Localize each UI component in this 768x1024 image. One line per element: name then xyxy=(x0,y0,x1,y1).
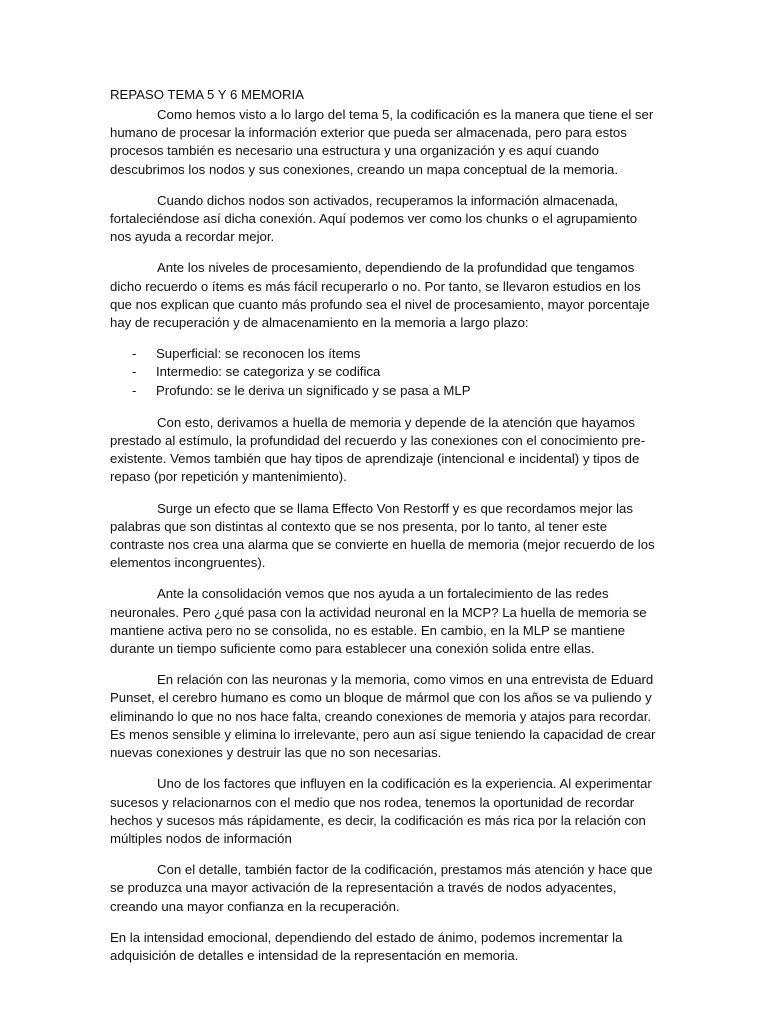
bullet-dash: - xyxy=(132,382,137,398)
bullet-dash: - xyxy=(132,346,137,362)
list-item xyxy=(110,345,658,363)
list-item xyxy=(110,363,658,381)
paragraph-6: Ante la consolidación vemos que nos ayuda a un fortalecimiento de las redes neuronales. Pero ¿qué pasa con la actividad neuronal en la MCP? La huella de memoria se mantiene activa pero no se consolida, no es estable. En cambio, en la MLP se mantiene durante un tiempo suficiente como para establecer una conexión solida entre ellas. xyxy=(110,586,647,657)
document-title: REPASO TEMA 5 Y 6 MEMORIA xyxy=(110,87,304,102)
paragraph-4: Con esto, derivamos a huella de memoria y depende de la atención que hayamos prestado al estímulo, la profundidad del recuerdo y las conexiones con el conocimiento pre-existente. Vemos también que hay tipos de aprendizaje (intencional e incidental) y tipos de repaso (por repetición y mantenimiento). xyxy=(110,414,646,485)
list-item xyxy=(110,382,658,400)
paragraph-9: Con el detalle, también factor de la codificación, prestamos más atención y hace que se produzca una mayor activación de la representación a través de nodos adyacentes, creando una mayor confianza en la recuperación. xyxy=(110,862,653,914)
paragraph-10: En la intensidad emocional, dependiendo del estado de ánimo, podemos incrementar la adquisición de detalles e intensidad de la representación en memoria. xyxy=(110,929,623,963)
list-item-text: Superficial: se reconocen los ítems xyxy=(156,346,361,362)
paragraph-5: Surge un efecto que se llama Effecto Von Restorff y es que recordamos mejor las palabras que son distintas al contexto que se nos presenta, por lo tanto, al tener este contraste nos crea una alarma que se convierte en huella de memoria (mejor recuerdo de los elementos incongruentes). xyxy=(110,500,655,571)
processing-levels-list xyxy=(110,345,658,400)
paragraph-8: Uno de los factores que influyen en la codificación es la experiencia. Al experimentar sucesos y relacionarnos con el medio que nos rodea, tenemos la oportunidad de recordar hechos y sucesos más rápidamente, es decir, la codificación es más rica por la relación con múltiples nodos de información xyxy=(110,776,652,846)
list-item-text: Profundo: se le deriva un significado y se pasa a MLP xyxy=(156,382,471,398)
paragraph-2: Cuando dichos nodos son activados, recuperamos la información almacenada, fortaleciéndose así dicha conexión. Aquí podemos ver como los chunks o el agrupamiento nos ayuda a recordar mejor. xyxy=(110,192,638,245)
paragraph-1: Como hemos visto a lo largo del tema 5, la codificación es la manera que tiene el ser humano de procesar la información exterior que pueda ser almacenada, pero para estos procesos también es necesario una estructura y una organización y es aquí cuando descubrimos los nodos y sus conexiones, creando un mapa conceptual de la memoria. xyxy=(110,107,654,177)
bullet-dash: - xyxy=(132,364,137,380)
paragraph-3: Ante los niveles de procesamiento, dependiendo de la profundidad que tengamos dicho recuerdo o ítems es más fácil recuperarlo o no. Por tanto, se llevaron estudios en los que nos explican que cuanto más profundo sea el nivel de procesamiento, mayor porcentaje hay de recuperación y de almacenamiento en la memoria a largo plazo: xyxy=(110,260,650,331)
list-item-text: Intermedio: se categoriza y se codifica xyxy=(156,364,381,380)
paragraph-7: En relación con las neuronas y la memoria, como vimos en una entrevista de Eduard Punset, el cerebro humano es como un bloque de mármol que con los años se va puliendo y eliminando lo que no nos hace falta, creando conexiones de memoria y atajos para recordar. Es menos sensible y elimina lo irrelevante, pero aun así sigue teniendo la capacidad de crear nuevas conexiones y destruir las que no son necesarias. xyxy=(110,672,656,761)
